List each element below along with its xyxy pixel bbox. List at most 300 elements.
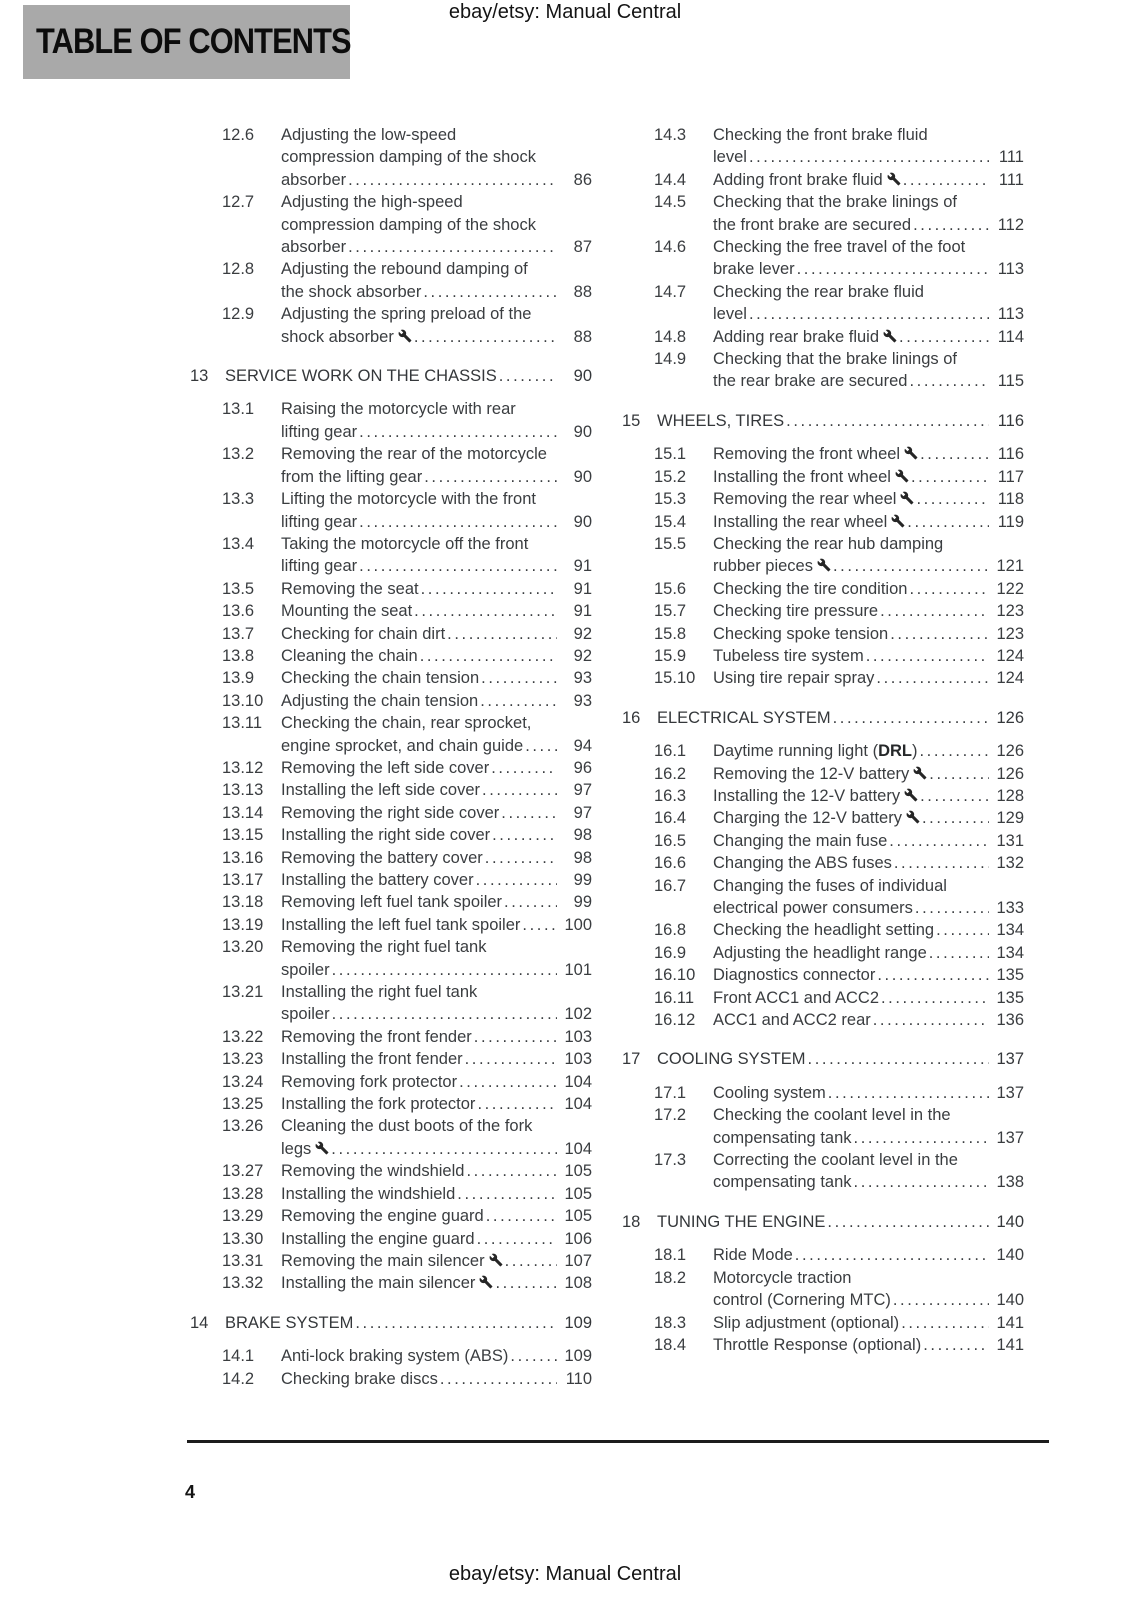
page-ref: 141	[996, 1313, 1024, 1332]
section-number: 13.27	[222, 1162, 264, 1181]
dot-leader	[505, 1250, 557, 1272]
entry-title	[281, 600, 592, 622]
entry-title-line: Installing the left fuel tank spoiler	[281, 915, 521, 934]
page-ref: 111	[998, 170, 1024, 189]
entry-title	[713, 807, 1024, 829]
section-number: 14.6	[654, 238, 687, 257]
entry-title	[713, 645, 1024, 667]
page-ref: 134	[996, 943, 1024, 962]
entry-last-line	[713, 1009, 1024, 1031]
section-number: 13.31	[222, 1251, 264, 1270]
entry-last-line	[281, 623, 592, 645]
section-number: 13.8	[222, 646, 255, 665]
toc-entry	[190, 191, 592, 258]
page-ref: 100	[564, 915, 592, 934]
entry-title-line: Front ACC1 and ACC2	[713, 988, 879, 1007]
entry-title-line: Throttle Response (optional)	[713, 1335, 922, 1354]
entry-last-line	[281, 555, 592, 577]
entry-title	[281, 802, 592, 824]
entry-title-line: Checking brake discs	[281, 1369, 438, 1388]
page-ref: 91	[573, 557, 592, 576]
section-number: 15.7	[654, 602, 687, 621]
entry-title	[713, 1244, 1024, 1266]
entry-title-line: Changing the main fuse	[713, 831, 888, 850]
section-number: 14.2	[222, 1369, 255, 1388]
section-number: 13.13	[222, 781, 264, 800]
entry-title-line: spoiler	[281, 1005, 330, 1024]
toc-entry	[190, 533, 592, 578]
header-site-label: ebay/etsy: Manual Central	[448, 1, 682, 23]
entry-title	[281, 1026, 592, 1048]
entry-title-line: Installing the left side cover	[281, 781, 481, 800]
dot-leader	[359, 421, 557, 443]
toc-entry	[190, 443, 592, 488]
entry-last-line	[713, 1289, 1024, 1311]
toc-entry	[622, 236, 1024, 281]
entry-last-line	[281, 1345, 592, 1367]
entry-title	[281, 645, 592, 667]
entry-title	[713, 1267, 1024, 1312]
section-number: 16.11	[654, 988, 695, 1007]
section-number: 13.5	[222, 579, 255, 598]
entry-title-line: Checking spoke tension	[713, 624, 889, 643]
entry-title-line: Removing the rear of the motorcycle	[281, 445, 547, 464]
page-ref: 135	[996, 988, 1024, 1007]
page-ref: 92	[573, 646, 592, 665]
toc-entry	[622, 578, 1024, 600]
toc-entry	[190, 600, 592, 622]
page-ref: 140	[996, 1246, 1024, 1265]
toc-chapter-row	[622, 1211, 1024, 1233]
page-ref: 107	[564, 1251, 592, 1270]
entry-title-line: Diagnostics connector	[713, 966, 876, 985]
dot-leader	[915, 897, 989, 919]
entry-title-line: absorber	[281, 170, 347, 189]
toc-entry	[190, 667, 592, 689]
entry-title	[281, 1071, 592, 1093]
page-ref: 94	[573, 736, 592, 755]
wrench-icon	[906, 810, 920, 824]
entry-title	[281, 981, 592, 1026]
entry-last-line	[281, 959, 592, 981]
entry-title-line: Checking the front brake fluid	[713, 126, 928, 144]
entry-title	[713, 124, 1024, 169]
dot-leader	[749, 146, 989, 168]
entry-title-line: Installing the fork protector	[281, 1095, 476, 1114]
toc-entry	[622, 875, 1024, 920]
toc-column-right	[622, 124, 1024, 1390]
entry-title	[281, 1272, 592, 1294]
entry-last-line	[713, 1082, 1024, 1104]
entry-last-line	[713, 785, 1024, 807]
entry-last-line	[713, 667, 1024, 689]
entry-title-line: Checking the chain, rear sprocket,	[281, 714, 532, 733]
entry-last-line	[281, 600, 592, 622]
entry-title-line: lifting gear	[281, 422, 358, 441]
page-ref: 133	[996, 899, 1024, 917]
dot-leader	[440, 1368, 557, 1390]
page-ref: 126	[996, 764, 1024, 783]
entry-title	[281, 1250, 592, 1272]
dot-leader	[899, 326, 989, 348]
entry-title	[281, 578, 592, 600]
section-number: 13.30	[222, 1229, 264, 1248]
entry-last-line	[281, 824, 592, 846]
entry-title	[281, 847, 592, 869]
toc-entry	[190, 1228, 592, 1250]
entry-title	[281, 779, 592, 801]
dot-leader	[495, 1272, 557, 1294]
dot-leader	[808, 1048, 989, 1070]
dot-leader	[525, 735, 557, 757]
page-ref: 114	[997, 327, 1024, 346]
dot-leader	[482, 779, 557, 801]
entry-last-line	[281, 779, 592, 801]
entry-title	[713, 600, 1024, 622]
dot-leader	[907, 511, 989, 533]
dot-leader	[881, 987, 989, 1009]
entry-title	[713, 281, 1024, 326]
entry-title-line: shock absorber	[281, 326, 412, 348]
toc-entry	[190, 712, 592, 757]
section-number: 15.9	[654, 646, 687, 665]
dot-leader	[833, 707, 989, 729]
entry-last-line	[713, 623, 1024, 645]
dot-leader	[890, 623, 989, 645]
page-ref: 140	[996, 1291, 1024, 1310]
dot-leader	[854, 1171, 989, 1193]
section-number: 13.6	[222, 602, 255, 621]
entry-last-line	[281, 1368, 592, 1390]
toc-entry	[190, 488, 592, 533]
entry-title-line: Removing fork protector	[281, 1072, 458, 1091]
entry-title	[281, 303, 592, 348]
toc-entry	[622, 740, 1024, 762]
entry-title	[713, 533, 1024, 578]
entry-last-line	[713, 443, 1024, 465]
toc-entry	[190, 802, 592, 824]
dot-leader	[459, 1071, 557, 1093]
page-ref: 121	[996, 557, 1024, 576]
dot-leader	[936, 919, 989, 941]
entry-last-line	[281, 236, 592, 258]
entry-title	[713, 1312, 1024, 1334]
section-number: 13.14	[222, 803, 264, 822]
dot-leader	[474, 1026, 557, 1048]
dot-leader	[492, 824, 557, 846]
entry-title-line: Checking that the brake linings of	[713, 350, 957, 369]
wrench-icon	[904, 446, 918, 460]
entry-title-line: Installing the main silencer	[281, 1272, 493, 1294]
page-ref: 105	[564, 1162, 592, 1181]
page-ref: 88	[573, 327, 592, 346]
toc-entry	[622, 326, 1024, 348]
entry-title-line: Removing the windshield	[281, 1162, 465, 1181]
dot-leader	[920, 443, 989, 465]
toc-entry	[622, 1267, 1024, 1312]
page-ref: 111	[998, 148, 1024, 167]
page-ref: 112	[997, 215, 1024, 234]
dot-leader	[447, 623, 557, 645]
section-number: 14.5	[654, 193, 687, 212]
entry-title-line: spoiler	[281, 960, 330, 979]
entry-title-line: the shock absorber	[281, 282, 422, 301]
section-number: 15.2	[654, 467, 687, 486]
section-number: 15.8	[654, 624, 687, 643]
toc-entry	[190, 869, 592, 891]
section-number: 14.3	[654, 126, 687, 144]
toc-entry	[190, 1183, 592, 1205]
section-number: 16.3	[654, 786, 687, 805]
entry-title-line: Adjusting the low-speed	[281, 126, 457, 144]
entry-last-line	[713, 488, 1024, 510]
page-ref: 93	[573, 669, 592, 688]
dot-leader	[466, 1160, 557, 1182]
entry-last-line	[281, 326, 592, 348]
footer-divider	[187, 1440, 1049, 1443]
dot-leader	[827, 1211, 989, 1233]
chapter-number: 13	[190, 367, 209, 386]
section-number: 13.15	[222, 826, 264, 845]
dot-leader	[911, 466, 989, 488]
entry-title-line: Checking the tire condition	[713, 579, 908, 598]
toc-columns	[190, 124, 1024, 1390]
entry-title	[281, 1368, 592, 1390]
entry-title-line: Installing the right fuel tank	[281, 983, 478, 1002]
wrench-icon	[315, 1141, 329, 1155]
dot-leader	[348, 169, 557, 191]
entry-title	[713, 1104, 1024, 1149]
section-number: 13.29	[222, 1207, 264, 1226]
entry-title-line: Removing the engine guard	[281, 1207, 484, 1226]
entry-last-line	[713, 740, 1024, 762]
dot-leader	[332, 959, 557, 981]
page-ref: 141	[996, 1335, 1024, 1354]
entry-title-line: Adjusting the high-speed	[281, 193, 463, 212]
section-number: 17.1	[654, 1083, 687, 1102]
dot-leader	[485, 847, 557, 869]
toc-entry	[622, 1334, 1024, 1356]
wrench-icon	[817, 558, 831, 572]
section-number: 13.3	[222, 490, 255, 509]
entry-title	[713, 785, 1024, 807]
page-ref: 126	[996, 708, 1024, 727]
toc-entry	[622, 942, 1024, 964]
page-ref: 131	[996, 831, 1024, 850]
dot-leader	[929, 763, 989, 785]
section-number: 13.22	[222, 1027, 264, 1046]
page-ref: 98	[573, 848, 592, 867]
dot-leader	[501, 802, 557, 824]
toc-entry	[190, 398, 592, 443]
entry-last-line	[713, 370, 1024, 392]
chapter-number: 17	[622, 1050, 641, 1069]
toc-entry	[622, 443, 1024, 465]
toc-entry	[622, 667, 1024, 689]
entry-title-line: compensating tank	[713, 1173, 852, 1192]
page-ref: 96	[573, 758, 592, 777]
toc-entry	[190, 1250, 592, 1272]
entry-title-line: level	[713, 305, 747, 324]
page-ref: 106	[564, 1229, 592, 1248]
chapter-title: ELECTRICAL SYSTEM	[657, 708, 831, 727]
page-ref: 104	[564, 1072, 592, 1091]
entry-title	[281, 1093, 592, 1115]
dot-leader	[420, 645, 557, 667]
toc-entry	[622, 1082, 1024, 1104]
entry-title-line: Adjusting the rebound damping of	[281, 260, 528, 279]
section-number: 16.12	[654, 1011, 696, 1030]
entry-title-line: lifting gear	[281, 557, 358, 576]
page-ref: 87	[573, 238, 592, 257]
dot-leader	[797, 258, 989, 280]
dot-leader	[909, 370, 989, 392]
entry-title-line: Removing the front fender	[281, 1027, 472, 1046]
chapter-number: 18	[622, 1212, 641, 1231]
entry-title	[713, 1334, 1024, 1356]
toc-entry	[190, 645, 592, 667]
entry-title-line: electrical power consumers	[713, 899, 913, 917]
entry-title	[713, 511, 1024, 533]
entry-title-line: Checking the free travel of the foot	[713, 238, 966, 257]
entry-title	[281, 623, 592, 645]
entry-last-line	[281, 1250, 592, 1272]
dot-leader	[522, 914, 557, 936]
page-ref: 110	[565, 1369, 592, 1388]
entry-title	[713, 578, 1024, 600]
section-number: 18.4	[654, 1335, 687, 1354]
page-ref: 98	[573, 826, 592, 845]
entry-last-line	[281, 735, 592, 757]
entry-title	[281, 398, 592, 443]
page-ref: 90	[573, 367, 592, 386]
toc-entry	[622, 1104, 1024, 1149]
section-number: 16.5	[654, 831, 687, 850]
page-ref: 105	[564, 1184, 592, 1203]
dot-leader	[477, 1093, 557, 1115]
entry-title	[281, 443, 592, 488]
page-ref: 124	[996, 669, 1024, 688]
toc-entry	[190, 124, 592, 191]
section-number: 15.10	[654, 669, 696, 688]
entry-last-line	[281, 1138, 592, 1160]
dot-leader	[913, 214, 989, 236]
chapter-title: WHEELS, TIRES	[657, 411, 785, 430]
entry-last-line	[713, 763, 1024, 785]
entry-title-line: Ride Mode	[713, 1246, 793, 1265]
entry-title-line: Removing left fuel tank spoiler	[281, 893, 503, 912]
entry-title-line: Removing the battery cover	[281, 848, 483, 867]
entry-title	[713, 964, 1024, 986]
entry-title-line: Adding front brake fluid	[713, 169, 901, 191]
entry-title-line: compression damping of the shock	[281, 215, 536, 234]
entry-last-line	[281, 869, 592, 891]
entry-last-line	[713, 555, 1024, 577]
entry-title-line: Checking the headlight setting	[713, 921, 935, 940]
section-number: 13.18	[222, 893, 264, 912]
entry-title-line: absorber	[281, 238, 347, 257]
entry-title-line: Changing the fuses of individual	[713, 876, 947, 895]
toc-chapter-row	[190, 365, 592, 387]
page-ref: 137	[996, 1128, 1024, 1147]
entry-title	[281, 936, 592, 981]
section-number: 13.32	[222, 1274, 264, 1293]
entry-last-line	[713, 1127, 1024, 1149]
entry-last-line	[281, 1272, 592, 1294]
dot-leader	[480, 690, 557, 712]
page-ref: 88	[573, 282, 592, 301]
wrench-icon	[904, 788, 918, 802]
entry-title-line: Taking the motorcycle off the front	[281, 534, 529, 553]
section-number: 13.21	[222, 983, 264, 1002]
section-number: 16.1	[654, 742, 687, 761]
page-ref: 124	[996, 646, 1024, 665]
toc-entry	[190, 824, 592, 846]
entry-title	[713, 1082, 1024, 1104]
entry-title	[281, 488, 592, 533]
wrench-icon	[489, 1253, 503, 1267]
entry-title-line: Checking tire pressure	[713, 602, 879, 621]
page-number: 4	[185, 1482, 196, 1502]
section-number: 18.3	[654, 1313, 687, 1332]
dot-leader	[909, 578, 989, 600]
entry-title	[281, 258, 592, 303]
chapter-number: 16	[622, 708, 641, 727]
dot-leader	[510, 1345, 557, 1367]
entry-last-line	[713, 146, 1024, 168]
toc-entry	[190, 757, 592, 779]
page-ref: 119	[997, 512, 1024, 531]
toc-entry	[190, 981, 592, 1026]
dot-leader	[504, 891, 557, 913]
page-ref: 113	[997, 260, 1024, 279]
entry-title-line: Removing the right fuel tank	[281, 938, 487, 957]
section-number: 15.5	[654, 534, 687, 553]
page-ref: 93	[573, 691, 592, 710]
entry-title-line: Anti-lock braking system (ABS)	[281, 1347, 509, 1366]
page-ref: 115	[997, 372, 1024, 391]
page-ref: 128	[996, 786, 1024, 805]
dot-leader	[923, 1334, 989, 1356]
entry-last-line	[281, 690, 592, 712]
entry-title	[281, 667, 592, 689]
section-number: 16.4	[654, 809, 687, 828]
dot-leader	[421, 578, 557, 600]
entry-title-line: Tubeless tire system	[713, 646, 864, 665]
section-number: 18.1	[654, 1246, 687, 1265]
section-number: 13.9	[222, 669, 255, 688]
section-number: 12.8	[222, 260, 255, 279]
wrench-icon	[479, 1275, 493, 1289]
entry-title-line: compensating tank	[713, 1128, 852, 1147]
toc-entry	[622, 919, 1024, 941]
dot-leader	[414, 600, 557, 622]
entry-last-line	[713, 830, 1024, 852]
entry-title-line: Cleaning the dust boots of the fork	[281, 1117, 533, 1136]
entry-last-line	[713, 852, 1024, 874]
section-number: 13.1	[222, 400, 255, 419]
section-number: 13.12	[222, 758, 264, 777]
entry-title-line: Checking the chain tension	[281, 669, 480, 688]
entry-last-line	[713, 987, 1024, 1009]
entry-title-line: Checking the coolant level in the	[713, 1106, 951, 1125]
wrench-icon	[900, 491, 914, 505]
entry-title-line: Installing the battery cover	[281, 871, 474, 889]
toc-entry	[622, 763, 1024, 785]
toc-entry	[622, 466, 1024, 488]
entry-title-line: level	[713, 148, 747, 167]
entry-title-line: Adding rear brake fluid	[713, 326, 897, 348]
